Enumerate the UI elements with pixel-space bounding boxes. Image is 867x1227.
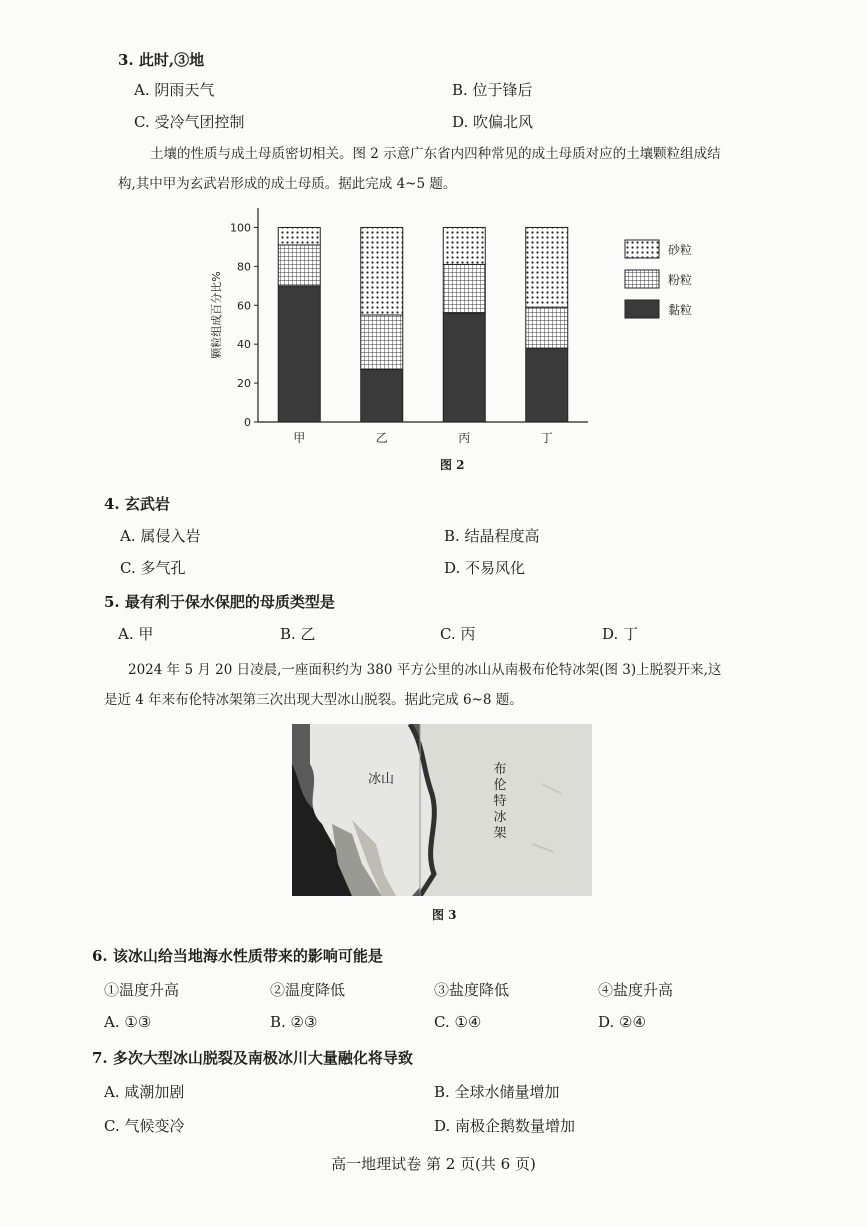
q6-item-1: ①温度升高 bbox=[104, 981, 180, 999]
q5-option-d: D. 丁 bbox=[602, 625, 639, 643]
bar-segment bbox=[278, 286, 320, 422]
bar-segment bbox=[278, 245, 320, 286]
legend-swatch bbox=[625, 240, 659, 258]
x-tick-label: 甲 bbox=[293, 431, 306, 445]
x-tick-label: 乙 bbox=[375, 431, 388, 445]
q6-stem: 6. 该冰山给当地海水性质带来的影响可能是 bbox=[92, 947, 383, 965]
q3-option-a: A. 阴雨天气 bbox=[134, 81, 215, 99]
q4-option-c: C. 多气孔 bbox=[120, 559, 186, 577]
legend-swatch bbox=[625, 270, 659, 288]
ice-shelf-photo bbox=[292, 724, 592, 896]
q7-stem: 7. 多次大型冰山脱裂及南极冰川大量融化将导致 bbox=[92, 1049, 413, 1067]
x-tick-label: 丁 bbox=[540, 431, 553, 445]
legend-label: 砂粒 bbox=[668, 243, 693, 257]
y-tick-label: 0 bbox=[244, 416, 251, 429]
q3-option-c: C. 受冷气团控制 bbox=[134, 113, 245, 131]
x-tick-label: 丙 bbox=[458, 431, 471, 445]
bar-segment bbox=[526, 348, 568, 422]
q7-option-d: D. 南极企鹅数量增加 bbox=[434, 1117, 576, 1135]
q5-option-c: C. 丙 bbox=[440, 625, 476, 643]
q4-stem: 4. 玄武岩 bbox=[104, 495, 170, 513]
intro-4-5-line-1: 土壤的性质与成土母质密切相关。图 2 示意广东省内四种常见的成土母质对应的土壤颗粒组成结 bbox=[150, 146, 721, 162]
q7-option-c: C. 气候变冷 bbox=[104, 1117, 185, 1135]
q7-option-b: B. 全球水储量增加 bbox=[434, 1083, 560, 1101]
soil-particle-chart bbox=[200, 200, 720, 470]
q6-option-a: A. ①③ bbox=[104, 1013, 152, 1031]
y-tick-label: 100 bbox=[230, 221, 251, 235]
q3-option-b: B. 位于锋后 bbox=[452, 81, 533, 99]
q7-option-a: A. 咸潮加剧 bbox=[104, 1083, 185, 1101]
q4-option-d: D. 不易风化 bbox=[444, 559, 526, 577]
q5-stem: 5. 最有利于保水保肥的母质类型是 bbox=[104, 593, 335, 611]
q5-option-a: A. 甲 bbox=[118, 625, 154, 643]
q6-item-4: ④盐度升高 bbox=[598, 981, 674, 999]
intro-6-8-line-2: 是近 4 年来布伦特冰架第三次出现大型冰山脱裂。据此完成 6~8 题。 bbox=[104, 692, 523, 708]
q4-option-a: A. 属侵入岩 bbox=[120, 527, 201, 545]
q6-item-3: ③盐度降低 bbox=[434, 981, 510, 999]
iceberg-label: 冰山 bbox=[368, 772, 395, 787]
ice-shelf-label: 布 伦 特 冰 架 bbox=[493, 762, 507, 841]
bar-segment bbox=[526, 227, 568, 307]
bar-segment bbox=[526, 307, 568, 348]
bar-segment bbox=[443, 264, 485, 313]
figure-3-caption: 图 3 bbox=[432, 908, 457, 922]
legend-swatch bbox=[625, 300, 659, 318]
figure-2-caption: 图 2 bbox=[440, 458, 465, 472]
q3-option-d: D. 吹偏北风 bbox=[452, 113, 534, 131]
legend-label: 黏粒 bbox=[668, 303, 693, 317]
y-tick-label: 60 bbox=[237, 299, 251, 313]
q6-option-c: C. ①④ bbox=[434, 1013, 482, 1031]
q3-stem: 3. 此时,③地 bbox=[118, 51, 205, 69]
page-footer: 高一地理试卷 第 2 页(共 6 页) bbox=[331, 1155, 536, 1173]
q6-option-b: B. ②③ bbox=[270, 1013, 318, 1031]
legend-label: 粉粒 bbox=[668, 273, 693, 287]
bar-segment bbox=[443, 313, 485, 422]
y-tick-label: 20 bbox=[237, 377, 251, 391]
y-tick-label: 40 bbox=[237, 338, 251, 352]
q5-option-b: B. 乙 bbox=[280, 625, 316, 643]
q6-item-2: ②温度降低 bbox=[270, 981, 346, 999]
intro-4-5-line-2: 构,其中甲为玄武岩形成的成土母质。据此完成 4~5 题。 bbox=[118, 176, 457, 192]
y-tick-label: 80 bbox=[237, 260, 251, 274]
bar-segment bbox=[278, 227, 320, 245]
intro-6-8-line-1: 2024 年 5 月 20 日凌晨,一座面积约为 380 平方公里的冰山从南极布伦特冰架(图 3)上脱裂开来,这 bbox=[128, 662, 722, 678]
bar-segment bbox=[443, 227, 485, 264]
bar-segment bbox=[361, 227, 403, 315]
bar-segment bbox=[361, 315, 403, 369]
bar-segment bbox=[361, 369, 403, 422]
q6-option-d: D. ②④ bbox=[598, 1013, 646, 1031]
y-axis-label: 颗粒组成百分比% bbox=[210, 271, 223, 359]
q4-option-b: B. 结晶程度高 bbox=[444, 527, 540, 545]
